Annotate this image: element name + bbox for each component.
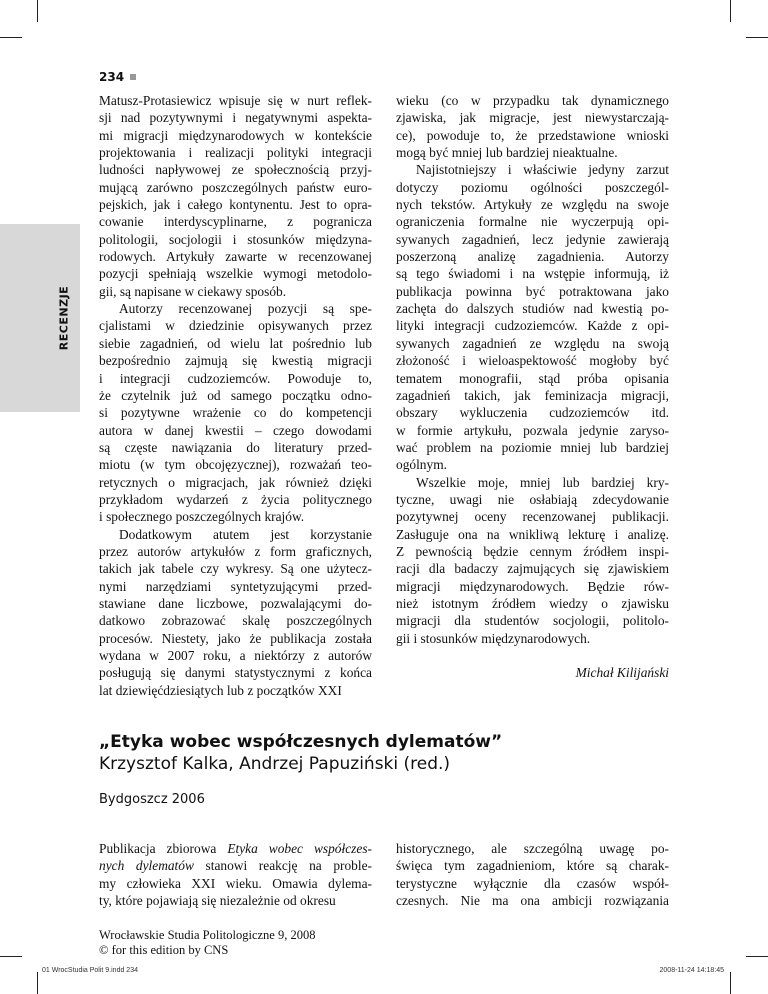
crop-mark xyxy=(37,0,38,22)
text-line: ce), powoduje to, że przedstawione wnioski xyxy=(396,127,669,143)
text-line: dotyczy poziomu ogólności poszczegól- xyxy=(396,179,669,195)
crop-mark xyxy=(730,0,731,22)
review-column-left xyxy=(99,92,372,699)
text-line: Autorzy recenzowanej pozycji są spe- xyxy=(119,301,372,317)
review-place-year: Bydgoszcz 2006 xyxy=(99,792,205,807)
text-line: Z pewnością będzie cennym źródłem inspi- xyxy=(396,543,669,559)
text-line: mogą być mniej lub bardziej nieaktualne. xyxy=(396,145,618,161)
text-line: są częste nawiązania do literatury przed- xyxy=(99,439,372,455)
journal-footer xyxy=(99,928,315,958)
text-line: obszary wykluczenia cudzoziemców itd. xyxy=(396,405,669,421)
text-line: datkowo zobrazować skalę poszczególnych xyxy=(99,613,372,629)
text-line: i społecznego poszczególnych krajów. xyxy=(99,509,305,525)
text-line: Najistotniejszy i właściwie jedyny zarzut xyxy=(416,162,669,178)
text-line: wać problem na poziomie mniej lub bardziej xyxy=(396,439,669,455)
text-line: przez autorów artykułów z form graficznych, xyxy=(99,543,372,559)
text-line: pozycji spełniają wszelkie wymogi metodolo- xyxy=(99,266,372,282)
text-line: czesnych. Nie ma ona ambicji rozwiązania xyxy=(396,893,669,909)
page-number-text: 234 xyxy=(99,70,125,84)
print-slug-timestamp: 2008-11-24 14:18:45 xyxy=(659,967,724,974)
text-line: sywanych zagadnień ze względu na swoją xyxy=(396,335,669,351)
copyright-notice: © for this edition by CNS xyxy=(99,943,229,957)
print-slug-file: 01 WrocStudia Polit 9.indd 234 xyxy=(42,967,138,974)
page-number xyxy=(99,70,136,84)
text-line: pozytywnej oceny recenzowanej publikacji. xyxy=(396,509,669,525)
crop-mark xyxy=(746,956,768,957)
review2-column-right xyxy=(396,840,669,909)
text-line: cowanie interdyscyplinarne, z pogranicza xyxy=(99,214,372,230)
text-line: zagadnień takich, jak feminizacja migracji, xyxy=(396,387,669,403)
text-line: stawiane dane liczbowe, pozwalającymi do- xyxy=(99,595,372,611)
text-line: zjawiska, jak migracje, jest niewystarczają- xyxy=(396,110,669,126)
text-line: że czytelnik już od samego początku odno- xyxy=(99,387,372,403)
text-line: sywanych zagadnień, lecz jedynie zawierają xyxy=(396,231,669,247)
text-line: lat dziewięćdziesiątych lub z początków XXI xyxy=(99,682,342,698)
text-line: my człowieka XXI wieku. Omawia dylema- xyxy=(99,875,372,891)
text-line: złożoność i wieloaspektowość mogłoby być xyxy=(396,353,669,369)
text-line: tematem monografii, stąd próba opisania xyxy=(396,370,669,386)
text-line: lityki integracji cudzoziemców. Każde z opi- xyxy=(396,318,669,334)
text-line: są tego świadomi i na wstępie informują, iż xyxy=(396,266,669,282)
section-label: RECENZJE xyxy=(57,285,71,351)
text-line: rodowych. Artykuły zawarte w recenzowanej xyxy=(99,249,372,265)
text-line: gii, są napisane w ciekawy sposób. xyxy=(99,283,287,299)
text-line: takich jak tabele czy wykresy. Są one użytecz- xyxy=(99,561,372,577)
text-line: migracji międzynarodowych. Będzie rów- xyxy=(396,578,669,594)
review-column-right xyxy=(396,92,669,682)
text-line: posługują się danymi statystycznymi z końca xyxy=(99,665,372,681)
text-line: w formie artykułu, pozwala jedynie zaryso- xyxy=(396,422,669,438)
text-line: ograniczenia formalne nie wyczerpują opi- xyxy=(396,214,669,230)
text-line: migracji dla studentów socjologii, politolo- xyxy=(396,613,669,629)
text-line: poszerzoną analizę zagadnienia. Autorzy xyxy=(396,249,669,265)
text-line: mi migracji międzynarodowych w kontekście xyxy=(99,127,372,143)
crop-mark xyxy=(0,956,22,957)
text-line: miotu (w tym obcojęzycznej), rozważań teo- xyxy=(99,457,372,473)
text-line: racji dla badaczy zajmujących się zjawiskiem xyxy=(396,561,669,577)
text-line: mującą zarówno poszczególnych państw euro- xyxy=(99,179,372,195)
review-authors: Krzysztof Kalka, Andrzej Papuziński (red.) xyxy=(99,754,451,774)
text-line: Dodatkowym atutem jest korzystanie xyxy=(119,526,372,542)
text-line: ty, które pojawiają się niezależnie od okresu xyxy=(99,893,336,909)
text-line: publikacja powinna być potraktowana jako xyxy=(396,283,669,299)
text-line: ogólnym. xyxy=(396,457,447,473)
text-line: historycznego, ale szczególną uwagę po- xyxy=(396,841,669,856)
text-line: wydana w 2007 roku, a niektórzy z autorów xyxy=(99,648,372,663)
text-line: nych dylematów stanowi reakcję na proble- xyxy=(99,858,372,874)
text-line: cjalistami w dziedzinie opisywanych przez xyxy=(99,318,372,334)
text-line: retycznych o migracjach, jak również dzięki xyxy=(99,474,372,490)
crop-mark xyxy=(37,972,38,994)
text-line: nych tekstów. Artykuły ze względu na swoje xyxy=(396,197,669,213)
text-line: pejskich, jak i całego kontynentu. Jest to opra- xyxy=(99,197,372,213)
text-line: przykładom wydarzeń z życia politycznego xyxy=(99,491,372,507)
text-line: Zasługuje ona na wnikliwą lekturę i analizę. xyxy=(396,526,669,542)
review-title: „Etyka wobec współczesnych dylematów” xyxy=(99,732,503,752)
review-signature: Michał Kilijański xyxy=(575,665,669,681)
journal-name: Wrocławskie Studia Politologiczne 9, 2008 xyxy=(99,928,316,942)
text-line: ludności napływowej ze społecznością przyj- xyxy=(99,162,372,178)
text-line: święca tym zagadnieniom, które są charak- xyxy=(396,858,669,874)
text-line: Matusz-Protasiewicz wpisuje się w nurt reflek- xyxy=(99,93,372,108)
text-line: terystyczne wyłącznie dla czasów współ- xyxy=(396,875,669,891)
section-side-tab xyxy=(0,224,80,412)
text-line: nież istotnym źródłem wiedzy o zjawisku xyxy=(396,595,669,611)
text-line: projektowania i realizacji polityki integracji xyxy=(99,145,372,161)
crop-mark xyxy=(0,37,22,38)
text-line: bezpośrednio zajmują się kwestią migracji xyxy=(99,353,372,369)
text-line: zachęta do dalszych studiów nad kwestią po- xyxy=(396,301,669,317)
crop-mark xyxy=(730,972,731,994)
review2-column-left xyxy=(99,840,372,909)
text-line: sji nad pozytywnymi i negatywnymi aspekta- xyxy=(99,110,372,126)
crop-mark xyxy=(746,37,768,38)
square-bullet-icon xyxy=(130,74,136,80)
text-line: politologii, socjologii i stosunków międzyna- xyxy=(99,231,372,247)
text-line: siebie zagadnień, od wielu lat pośrednio lub xyxy=(99,335,372,351)
text-line: autora w danej kwestii – czego dowodami xyxy=(99,422,372,438)
text-line: Publikacja zbiorowa Etyka wobec współczes- xyxy=(99,841,372,856)
text-line: i integracji cudzoziemców. Powoduje to, xyxy=(99,370,372,386)
text-line: gii i stosunków międzynarodowych. xyxy=(396,630,591,646)
text-line: nymi narzędziami syntetyzującymi przed- xyxy=(99,578,372,594)
text-line: Wszelkie moje, mniej lub bardziej kry- xyxy=(416,474,669,490)
text-line: procesów. Niestety, jako że publikacja została xyxy=(99,630,372,646)
text-line: si pozytywne wrażenie co do kompetencji xyxy=(99,405,372,421)
text-line: wieku (co w przypadku tak dynamicznego xyxy=(396,93,669,108)
text-line: tyczne, uwagi nie osłabiają zdecydowanie xyxy=(396,491,669,507)
spacer xyxy=(396,647,669,664)
